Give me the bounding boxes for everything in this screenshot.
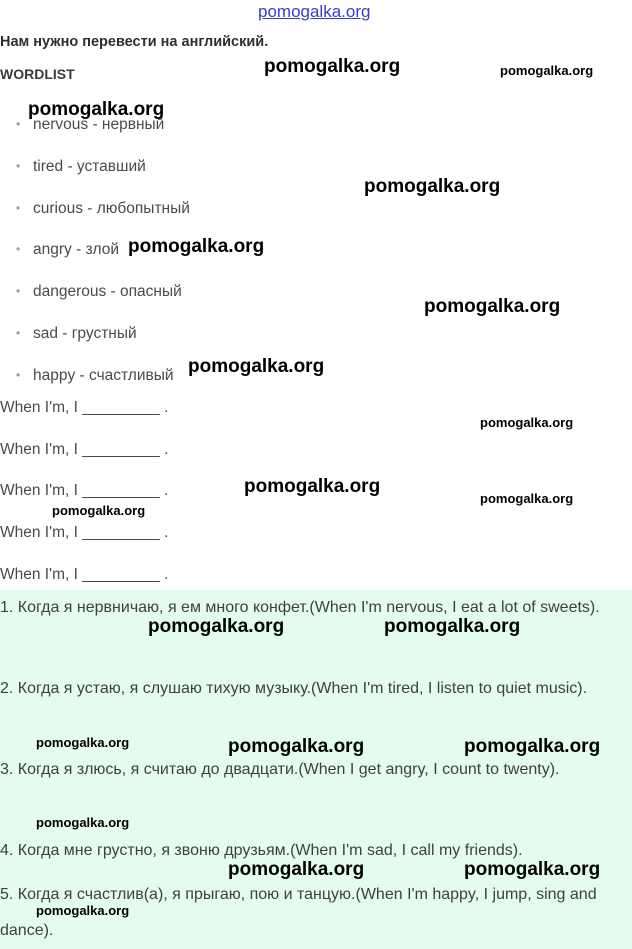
- exercise-line: When I'm, I _________ .: [0, 441, 169, 458]
- word-pair: angry - злой: [33, 241, 119, 258]
- watermark: pomogalka.org: [384, 616, 521, 637]
- watermark: pomogalka.org: [464, 859, 601, 880]
- list-item: [16, 200, 190, 218]
- watermark: pomogalka.org: [364, 176, 501, 197]
- word-pair: nervous - нервный: [33, 116, 165, 133]
- answer-item: 2. Когда я устаю, я слушаю тихую музыку.(When I'm tired, I listen to quiet music).: [0, 680, 588, 697]
- watermark: pomogalka.org: [36, 735, 130, 750]
- list-item: [16, 325, 137, 343]
- watermark: pomogalka.org: [264, 56, 401, 77]
- watermark: pomogalka.org: [128, 236, 265, 257]
- watermark: pomogalka.org: [480, 491, 574, 506]
- watermark: pomogalka.org: [228, 736, 365, 757]
- watermark: pomogalka.org: [464, 736, 601, 757]
- bullet-icon: •: [16, 326, 21, 340]
- question-text: Нам нужно перевести на английский.: [0, 34, 269, 50]
- word-pair: sad - грустный: [33, 325, 137, 342]
- watermark: pomogalka.org: [424, 296, 561, 317]
- bullet-icon: •: [16, 284, 21, 298]
- bullet-icon: •: [16, 368, 21, 382]
- answer-item: 3. Когда я злюсь, я считаю до двадцати.(When I get angry, I count to twenty).: [0, 761, 560, 778]
- bullet-icon: •: [16, 242, 21, 256]
- answer-item: 5. Когда я счастлив(а), я прыгаю, пою и танцую.(When I'm happy, I jump, sing and dance).: [0, 886, 597, 939]
- watermark: pomogalka.org: [500, 63, 594, 78]
- watermark: pomogalka.org: [228, 859, 365, 880]
- exercise-line: When I'm, I _________ .: [0, 399, 169, 416]
- answer-item: 4. Когда мне грустно, я звоню друзьям.(When I'm sad, I call my friends).: [0, 842, 523, 859]
- list-item: [16, 158, 146, 176]
- exercise-line: When I'm, I _________ .: [0, 524, 169, 541]
- word-pair: happy - счастливый: [33, 367, 174, 384]
- answer-panel: [0, 590, 632, 949]
- list-item: [16, 283, 182, 301]
- bullet-icon: •: [16, 117, 21, 131]
- watermark: pomogalka.org: [480, 415, 574, 430]
- watermark: pomogalka.org: [188, 356, 325, 377]
- wordlist-title: WORDLIST: [0, 66, 75, 82]
- watermark: pomogalka.org: [28, 99, 165, 120]
- watermark: pomogalka.org: [244, 476, 381, 497]
- list-item: [16, 367, 174, 385]
- site-link[interactable]: pomogalka.org: [258, 2, 371, 21]
- watermark: pomogalka.org: [148, 616, 285, 637]
- exercise-line: When I'm, I _________ .: [0, 482, 169, 499]
- bullet-icon: •: [16, 159, 21, 173]
- exercise-line: When I'm, I _________ .: [0, 566, 169, 583]
- watermark: pomogalka.org: [36, 815, 130, 830]
- bullet-icon: •: [16, 201, 21, 215]
- watermark: pomogalka.org: [52, 503, 146, 518]
- word-pair: curious - любопытный: [33, 200, 190, 217]
- list-item: [16, 241, 119, 259]
- watermark: pomogalka.org: [36, 903, 130, 918]
- word-pair: tired - уставший: [33, 158, 146, 175]
- word-pair: dangerous - опасный: [33, 283, 182, 300]
- answer-item: 1. Когда я нервничаю, я ем много конфет.(When I'm nervous, I eat a lot of sweets).: [0, 599, 600, 616]
